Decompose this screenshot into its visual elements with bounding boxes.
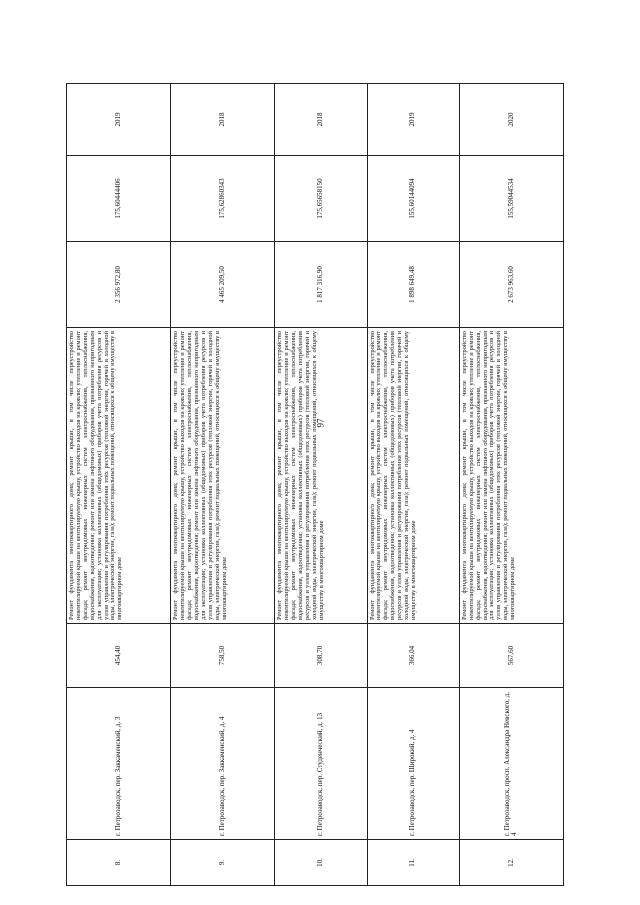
address-cell: г. Петрозаводск, пер. Широкий, д. 4 — [367, 688, 459, 840]
row-number: 8. — [67, 840, 171, 886]
row-number: 11. — [367, 840, 459, 886]
rate-cell: 175,65658150 — [275, 156, 367, 242]
area-cell: 366,04 — [367, 624, 459, 688]
table-row — [459, 84, 563, 886]
address-cell: г. Петрозаводск, пер. Студенческий, д. 13 — [275, 688, 367, 840]
table-row — [367, 84, 459, 886]
address-cell: г. Петрозаводск, пер. Заккаменский, д. 4 — [171, 688, 275, 840]
works-cell: Ремонт фундамента многоквартирного дома; ремонт крыши, в том числе переустройство невентилируемой крыши на вентилируемую крышу, устройство выходов на кровлю; утепление и ремонт фасада; ремонт внутридомовых инженерных систем электроснабжения, теплоснабжения, водоснабжения, водоотведения; ремонт или замена лифтового оборудования, признанного непригодным для эксплуатации; установка коллективных (общедомовых) приборов учета потребления ресурсов и узлов управления и регулирования потребления этих ресурсов (тепловой энергии, горячей и холодной воды, электрической энергии, газа); ремонт подвальных помещений, относящихся к общему имуществу в многоквартирном доме — [459, 328, 563, 624]
rate-cell: 175,60444406 — [67, 156, 171, 242]
row-number: 9. — [171, 840, 275, 886]
row-number: 12. — [459, 840, 563, 886]
table-row — [275, 84, 367, 886]
cost-cell: 4 465 209,50 — [171, 242, 275, 328]
works-cell: Ремонт фундамента многоквартирного дома; ремонт крыши, в том числе переустройство невентилируемой крыши на вентилируемую крышу, устройство выходов на кровлю; утепление и ремонт фасада; ремонт внутридомовых инженерных систем электроснабжения, теплоснабжения, водоснабжения, водоотведения; установка коллективных (общедомовых) приборов учета потребления ресурсов и узлов управления и регулирования потребления этих ресурсов (тепловой энергии, горячей и холодной воды, электрической энергии, газа); ремонт подвальных помещений, относящихся к общему имуществу в многоквартирном доме — [367, 328, 459, 624]
rate-cell: 175,62860343 — [171, 156, 275, 242]
repair-plan-table — [66, 83, 564, 886]
works-cell: Ремонт фундамента многоквартирного дома; ремонт крыши, в том числе переустройство невентилируемой крыши на вентилируемую крышу, устройство выходов на кровлю; утепление и ремонт фасада; ремонт внутридомовых инженерных систем электроснабжения, теплоснабжения, водоснабжения, водоотведения; ремонт или замена лифтового оборудования, признанного непригодным для эксплуатации; установка коллективных (общедомовых) приборов учета потребления ресурсов и узлов управления и регулирования потребления этих ресурсов (тепловой энергии, горячей и холодной воды, электрической энергии, газа); ремонт подвальных помещений, относящихся к общему имуществу в многоквартирном доме — [67, 328, 171, 624]
row-number: 10. — [275, 840, 367, 886]
table-row — [67, 84, 171, 886]
area-cell: 308,70 — [275, 624, 367, 688]
year-cell: 2018 — [171, 84, 275, 156]
address-cell: г. Петрозаводск, просп. Александра Невского, д. 4 — [459, 688, 563, 840]
rate-cell: 155,59044534 — [459, 156, 563, 242]
works-cell: Ремонт фундамента многоквартирного дома; ремонт крыши, в том числе переустройство невентилируемой крыши на вентилируемую крышу, устройство выходов на кровлю; утепление и ремонт фасада; ремонт внутридомовых инженерных систем электроснабжения, теплоснабжения, водоснабжения, водоотведения; установка коллективных (общедомовых) приборов учета потребления ресурсов и узлов управления и регулирования потребления этих ресурсов (тепловой энергии, горячей и холодной воды, электрической энергии, газа); ремонт подвальных помещений, относящихся к общему имуществу в многоквартирном доме — [275, 328, 367, 624]
year-cell: 2019 — [367, 84, 459, 156]
rotated-table-wrapper — [66, 84, 564, 886]
page-number: 97 — [315, 418, 326, 428]
works-cell: Ремонт фундамента многоквартирного дома; ремонт крыши, в том числе переустройство невентилируемой крыши на вентилируемую крышу, устройство выходов на кровлю; утепление и ремонт фасада; ремонт внутридомовых инженерных систем электроснабжения, теплоснабжения, водоснабжения, водоотведения; ремонт или замена лифтового оборудования, признанного непригодным для эксплуатации; установка коллективных (общедомовых) приборов учета потребления ресурсов и узлов управления и регулирования потребления этих ресурсов (тепловой энергии, горячей и холодной воды, электрической энергии, газа); ремонт подвальных помещений, относящихся к общему имуществу в многоквартирном доме — [171, 328, 275, 624]
table-row — [171, 84, 275, 886]
area-cell: 454,40 — [67, 624, 171, 688]
year-cell: 2019 — [67, 84, 171, 156]
rate-cell: 155,60144094 — [367, 156, 459, 242]
cost-cell: 1 898 649,48 — [367, 242, 459, 328]
cost-cell: 2 673 963,60 — [459, 242, 563, 328]
area-cell: 567,60 — [459, 624, 563, 688]
cost-cell: 1 817 316,90 — [275, 242, 367, 328]
year-cell: 2020 — [459, 84, 563, 156]
address-cell: г. Петрозаводск, пер. Заккаменский, д. 3 — [67, 688, 171, 840]
year-cell: 2018 — [275, 84, 367, 156]
cost-cell: 2 356 972,80 — [67, 242, 171, 328]
area-cell: 758,50 — [171, 624, 275, 688]
